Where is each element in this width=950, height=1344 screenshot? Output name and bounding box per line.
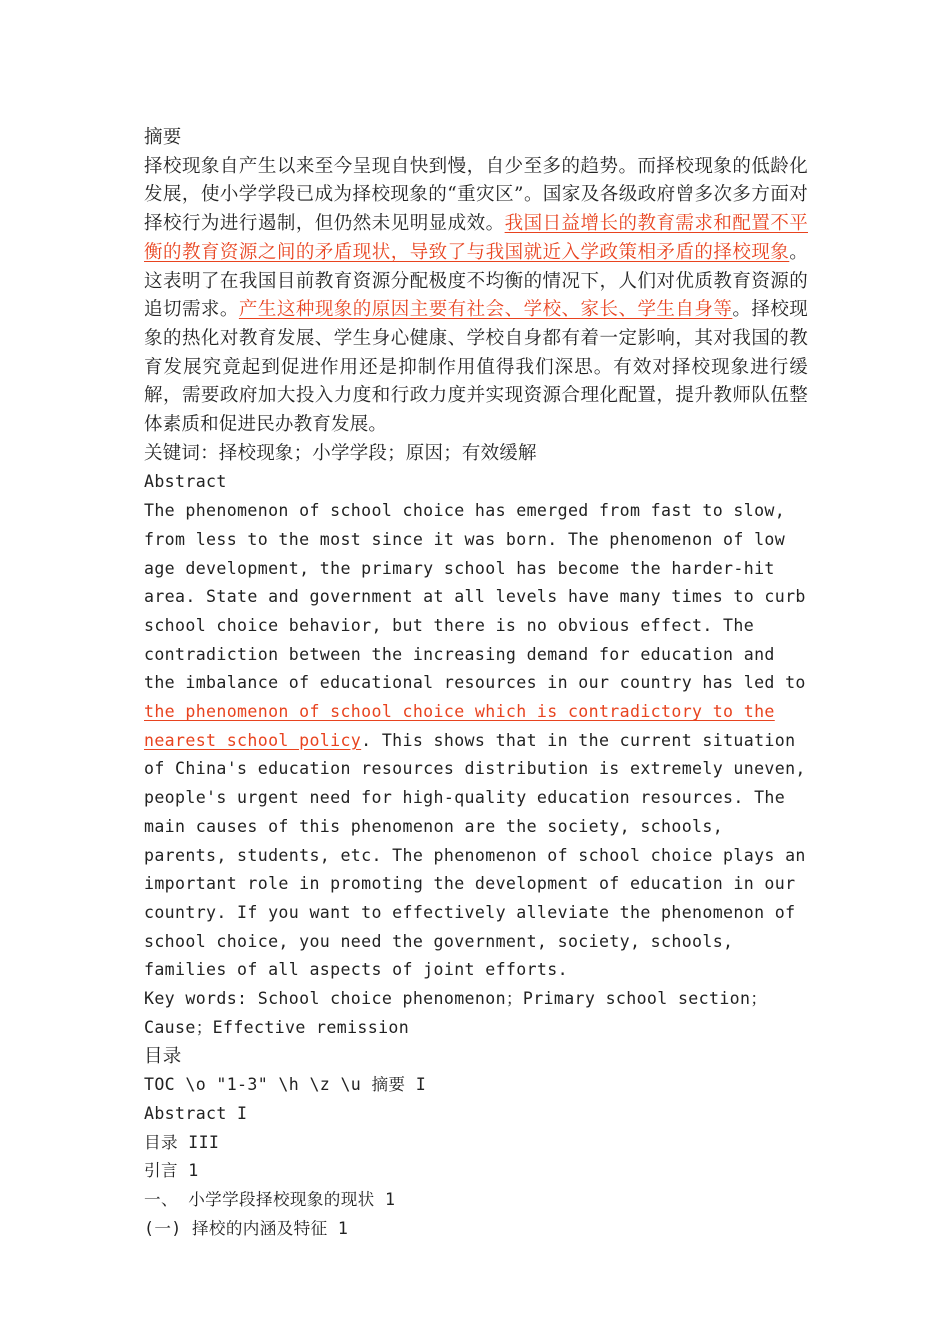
abstract-en-keywords: Key words: School choice phenomenon；Primary school section；Cause；Effective remission <box>144 989 768 1037</box>
toc-entry-contents: 目录 III <box>144 1132 220 1152</box>
document-page <box>144 124 808 1243</box>
abstract-cn-heading: 摘要 <box>144 127 182 148</box>
abstract-cn-body <box>144 153 808 440</box>
abstract-cn-highlight-2: 产生这种现象的原因主要有社会、学校、家长、学生自身等 <box>238 299 733 321</box>
abstract-en-highlight-1: the phenomenon of school choice which is contradictory to the nearest school policy <box>144 702 775 750</box>
toc-entry-section-1-1: (一) 择校的内涵及特征 1 <box>144 1218 349 1238</box>
abstract-en-text-2: . This shows that in the current situation of China's education resources distribution is extremely uneven, people's urgent need for high-quality education resources. The main causes of this phenomenon are the society, schools, parents, students, etc. The phenomenon of school choice plays an important role in promoting the development of education in our country. If you want to effectively alleviate the phenomenon of school choice, you need the government, society, schools, families of all aspects of joint efforts. <box>144 730 806 980</box>
toc-entry-introduction: 引言 1 <box>144 1161 199 1181</box>
toc-field-line: TOC \o "1-3" \h \z \u 摘要 I <box>144 1075 427 1095</box>
abstract-cn-keywords: 关键词：择校现象；小学学段；原因；有效缓解 <box>144 442 537 464</box>
abstract-en-text-1: The phenomenon of school choice has emerged from fast to slow, from less to the most since it was born. The phenomenon of low age development, the primary school has become the harder-hit area. State and government at all levels have many times to curb school choice behavior, but there is no obvious effect. The contradiction between the increasing demand for education and the imbalance of educational resources in our country has led to <box>144 501 806 693</box>
toc-heading: 目录 <box>144 1045 182 1067</box>
toc-entry-chapter-1: 一、 小学学段择校现象的现状 1 <box>144 1190 396 1210</box>
abstract-cn-text-1: 择校现象自产生以来至今呈现自快到慢，自少至多的趋势。而择校现象的低龄化发展，使小学学段已成为择校现象的“重灾区”。国家及各级政府曾多次多方面对择校行为进行遏制，但仍然未见明显成效。 <box>144 155 808 235</box>
abstract-en-heading: Abstract <box>144 472 227 492</box>
abstract-en-body <box>144 497 808 985</box>
abstract-cn-highlight-1: 我国日益增长的教育需求和配置不平衡的教育资源之间的矛盾现状，导致了与我国就近入学政策相矛盾的择校现象 <box>144 213 808 263</box>
abstract-cn-text-2: 。这表明了在我国目前教育资源分配极度不均衡的情况下，人们对优质教育资源的追切需求。 <box>144 241 808 321</box>
abstract-cn-text-3: 。择校现象的热化对教育发展、学生身心健康、学校自身都有着一定影响，其对我国的教育发展究竟起到促进作用还是抑制作用值得我们深思。有效对择校现象进行缓解，需要政府加大投入力度和行政力度并实现资源合理化配置，提升教师队伍整体素质和促进民办教育发展。 <box>144 299 808 436</box>
toc-entry-abstract: Abstract I <box>144 1103 248 1123</box>
